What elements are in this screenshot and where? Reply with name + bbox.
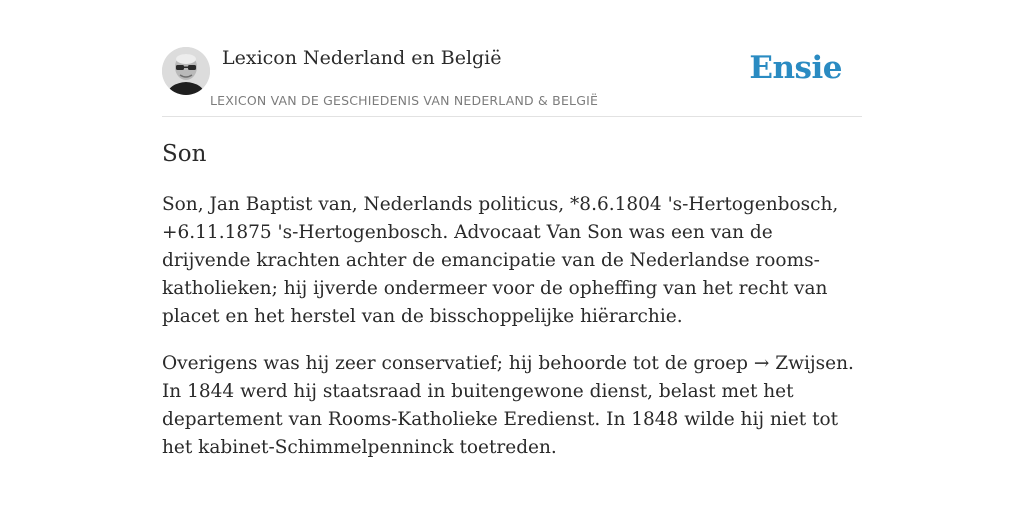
entry-paragraph-1: Son, Jan Baptist van, Nederlands politicus, *8.6.1804 's-Hertogenbosch, +6.11.1875 's-Hertogenbosch. Advocaat Van Son was een van de drijvende krachten achter de emancipatie van de Nederlandse rooms-katholieken; hij ijverde ondermeer voor de opheffing van het recht van placet en het herstel van de bisschoppelijke hiërarchie.	[162, 194, 839, 327]
brand-logo[interactable]: Ensie	[749, 50, 842, 86]
entry-card	[162, 44, 862, 462]
avatar-portrait-icon	[162, 47, 210, 95]
header	[162, 44, 862, 117]
entry-title: Son	[162, 141, 207, 167]
site-title[interactable]: Lexicon Nederland en België	[222, 47, 502, 69]
author-avatar[interactable]	[162, 47, 210, 95]
site-subtitle: LEXICON VAN DE GESCHIEDENIS VAN NEDERLAND & BELGIË	[210, 93, 599, 108]
entry-paragraph-2: Overigens was hij zeer conservatief; hij behoorde tot de groep → Zwijsen. In 1844 werd hij staatsraad in buitengewone dienst, belast met het departement van Rooms-Katholieke Eredienst. In 1848 wilde hij niet tot het kabinet-Schimmelpenninck toetreden.	[162, 353, 854, 458]
